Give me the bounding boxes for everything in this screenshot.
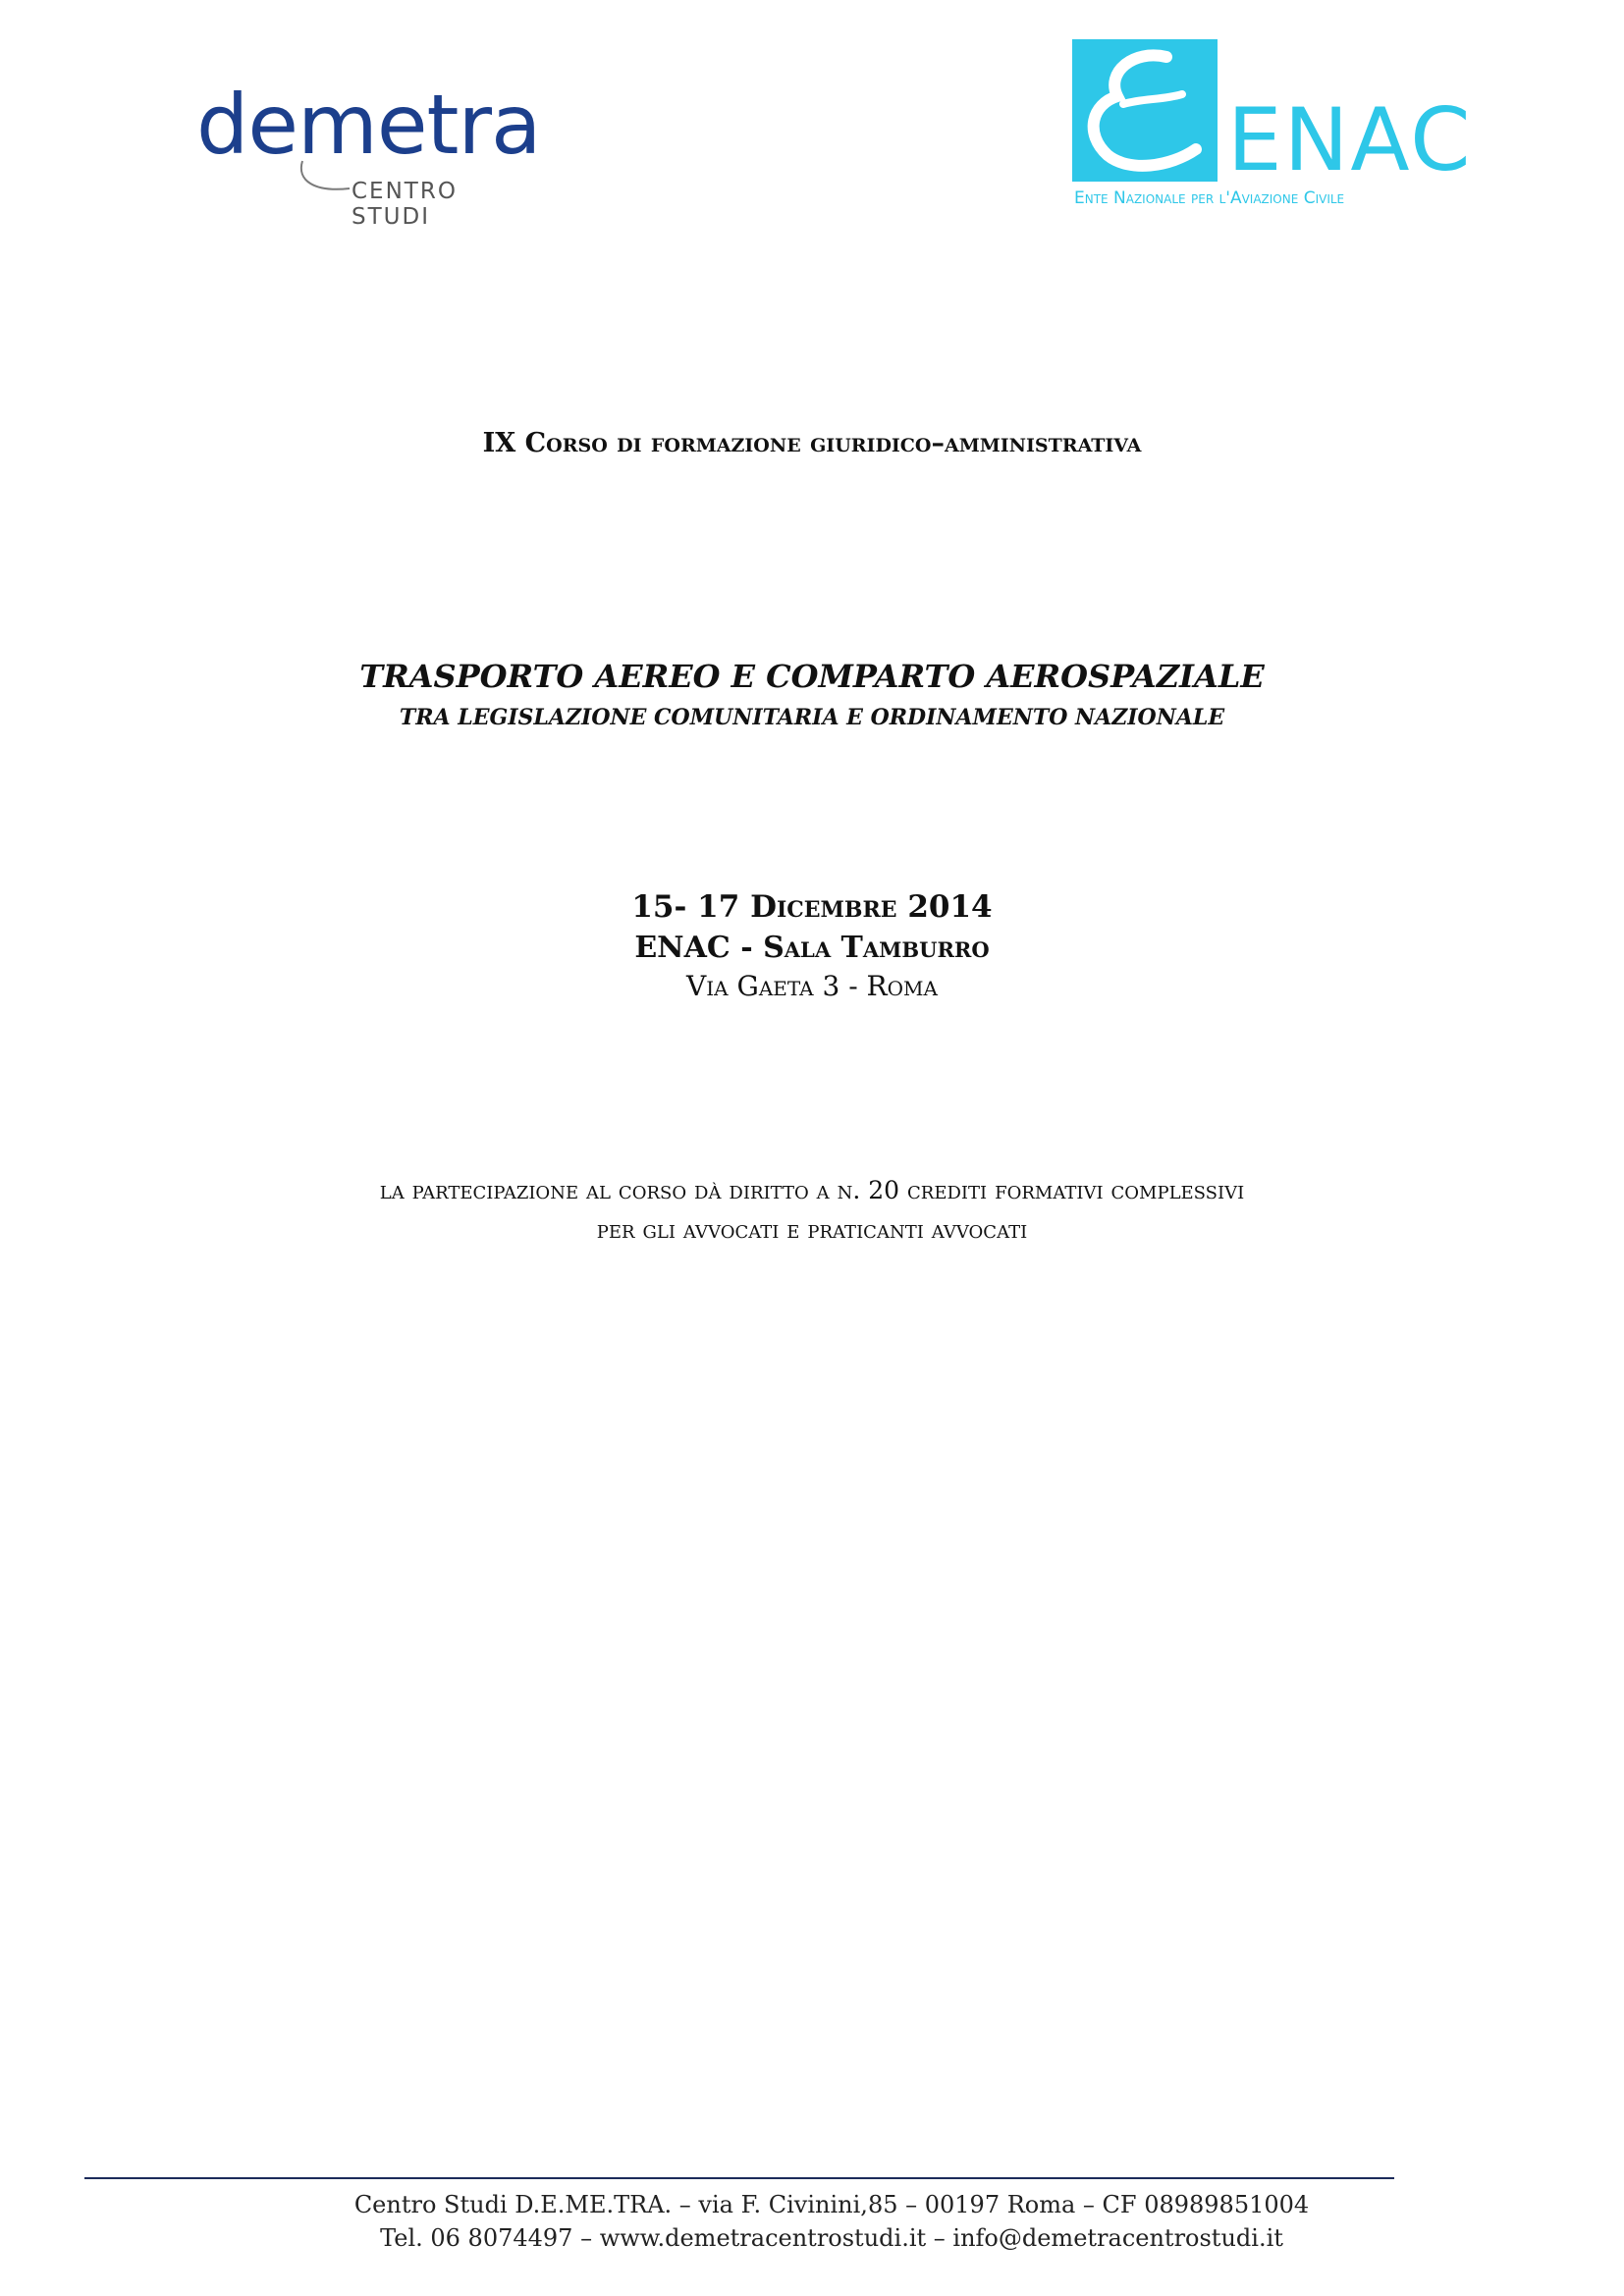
footer-address: Centro Studi D.E.ME.TRA. – via F. Civinini,85 – 00197 Roma – CF 08989851004: [353, 2191, 1310, 2218]
topic-subtitle: TRA LEGISLAZIONE COMUNITARIA E ORDINAMENTO NAZIONALE: [399, 705, 1225, 730]
enac-logo: [1072, 39, 1473, 211]
topic-title: TRASPORTO AEREO E COMPARTO AEROSPAZIALE: [359, 658, 1265, 695]
demetra-logo: [196, 77, 541, 230]
enac-logo-word: ENAC: [1227, 89, 1473, 190]
footer-contacts: Tel. 06 8074497 – www.demetracentrostudi.it – info@demetracentrostudi.it: [380, 2224, 1283, 2252]
credits-line-2: per gli avvocati e praticanti avvocati: [596, 1215, 1028, 1244]
demetra-logo-word: demetra: [196, 77, 541, 173]
footer-divider: [84, 2177, 1394, 2179]
event-address: Via Gaeta 3 - Roma: [686, 970, 938, 1002]
enac-logo-subtitle: Ente Nazionale per l'Aviazione Civile: [1074, 188, 1345, 208]
event-venue: ENAC - Sala Tamburro: [634, 931, 990, 965]
course-title: IX Corso di formazione giuridico–amministrativa: [482, 428, 1142, 458]
event-date: 15- 17 Dicembre 2014: [631, 889, 993, 925]
enac-logo-mark: [1072, 39, 1218, 182]
credits-line-1: la partecipazione al corso dà diritto a n. 20 crediti formativi complessivi: [379, 1176, 1245, 1204]
enac-swoosh-icon: [1072, 39, 1218, 182]
demetra-logo-subtitle: CENTRO STUDI: [352, 179, 458, 230]
demetra-swoosh-icon: [295, 159, 353, 198]
